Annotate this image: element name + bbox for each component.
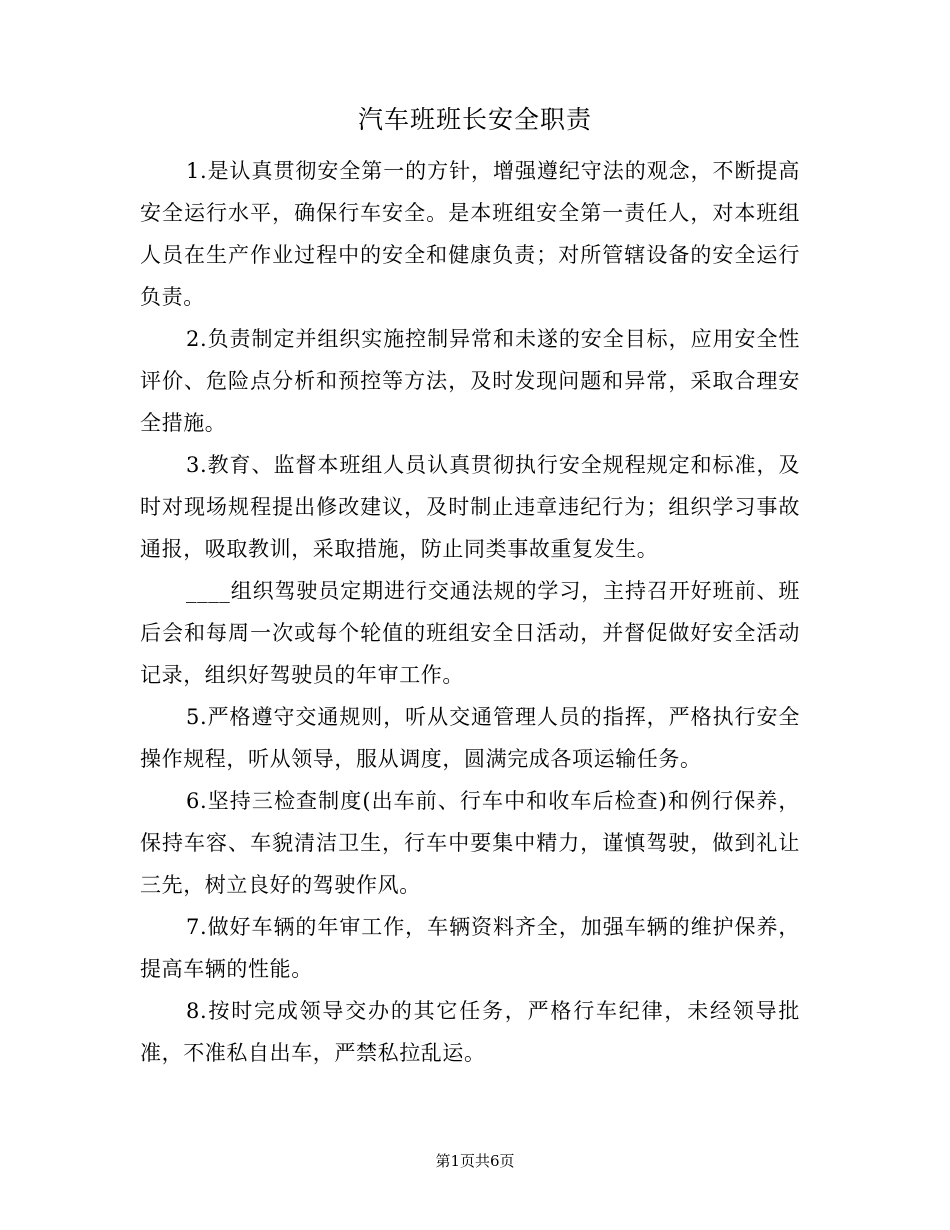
paragraph-3: 3.教育、监督本班组人员认真贯彻执行安全规程规定和标准，及时对现场规程提出修改建议，及时制止违章违纪行为；组织学习事故通报，吸取教训，采取措施，防止同类事故重复发生。 xyxy=(140,453,800,561)
document-title: 汽车班班长安全职责 xyxy=(357,105,592,134)
page-number-footer: 第1页共6页 xyxy=(435,1152,515,1170)
paragraph-6: 6.坚持三检查制度(出车前、行车中和收车后检查)和例行保养，保持车容、车貌清洁卫生，行车中要集中精力，谨慎驾驶，做到礼让三先，树立良好的驾驶作风。 xyxy=(140,789,800,897)
paragraph-5: 5.严格遵守交通规则，听从交通管理人员的指挥，严格执行安全操作规程，听从领导，服从调度，圆满完成各项运输任务。 xyxy=(140,705,800,771)
paragraph-2: 2.负责制定并组织实施控制异常和未遂的安全目标，应用安全性评价、危险点分析和预控等方法，及时发现问题和异常，采取合理安全措施。 xyxy=(140,327,800,435)
document-body xyxy=(140,150,800,1074)
paragraph-4: ____组织驾驶员定期进行交通法规的学习，主持召开好班前、班后会和每周一次或每个轮值的班组安全日活动，并督促做好安全活动记录，组织好驾驶员的年审工作。 xyxy=(140,579,800,687)
paragraph-8: 8.按时完成领导交办的其它任务，严格行车纪律，未经领导批准，不准私自出车，严禁私拉乱运。 xyxy=(140,999,800,1065)
paragraph-7: 7.做好车辆的年审工作，车辆资料齐全，加强车辆的维护保养，提高车辆的性能。 xyxy=(140,915,800,981)
paragraph-1: 1.是认真贯彻安全第一的方针，增强遵纪守法的观念，不断提高安全运行水平，确保行车安全。是本班组安全第一责任人，对本班组人员在生产作业过程中的安全和健康负责；对所管辖设备的安全运行负责。 xyxy=(140,159,800,309)
